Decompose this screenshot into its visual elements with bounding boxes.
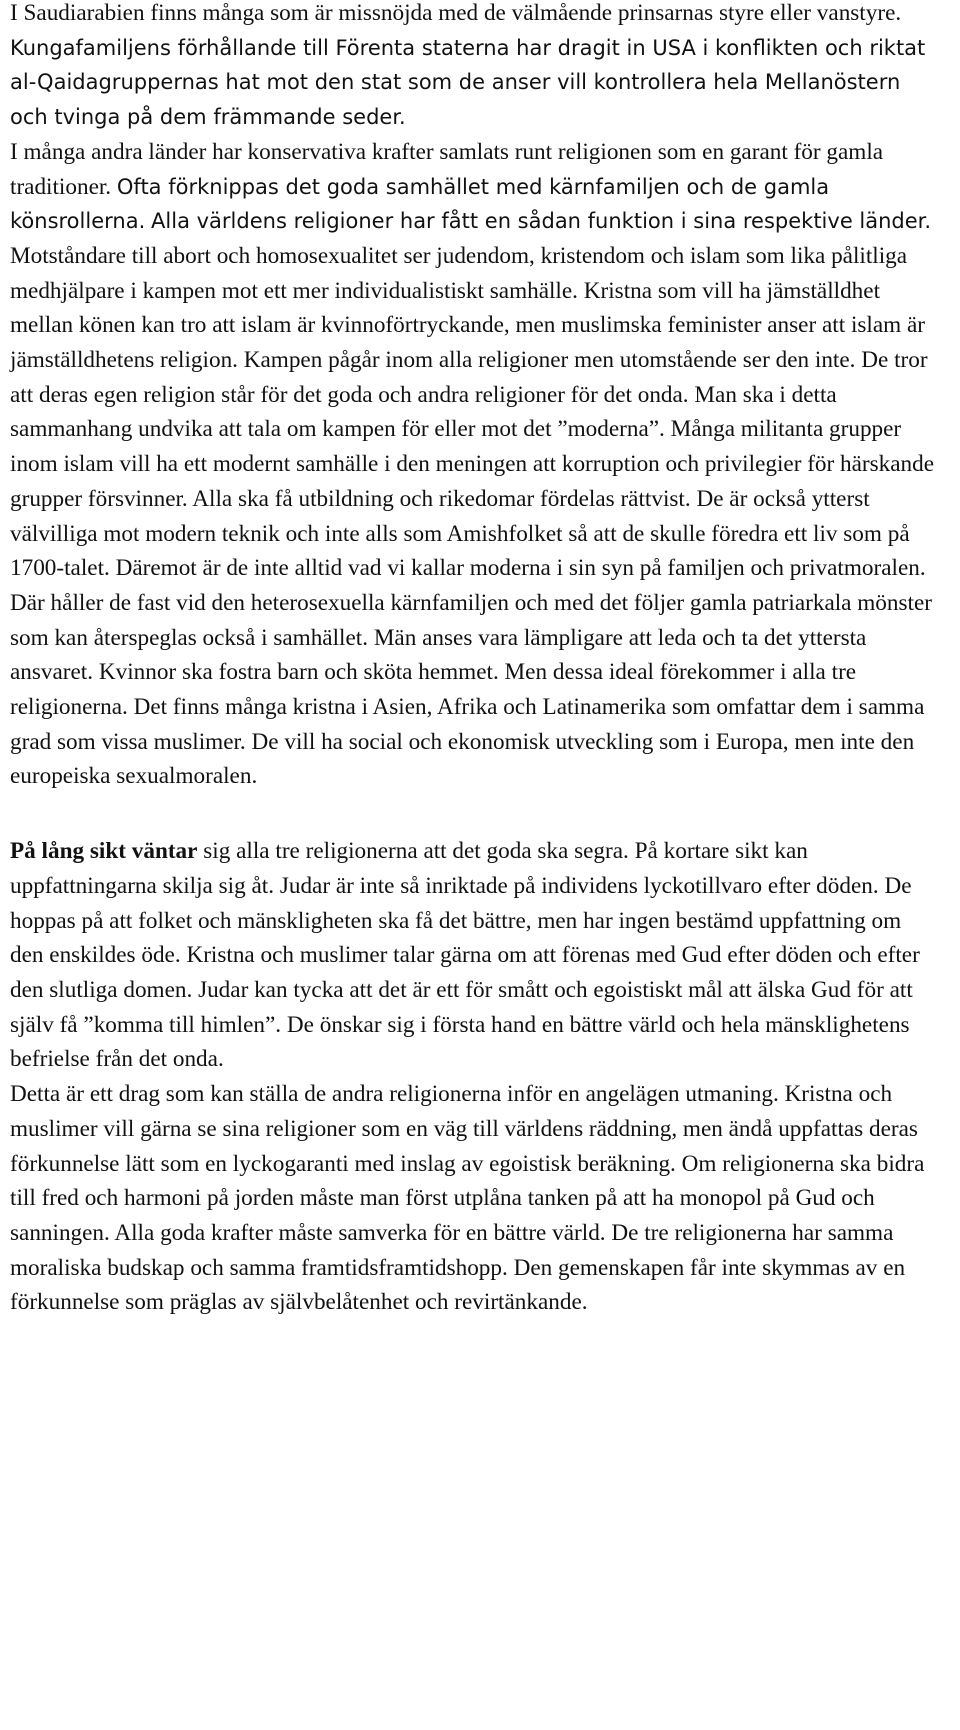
sentence: Kampen pågår inom alla religioner men utomstående ser den inte. <box>243 347 856 374</box>
sentence: Judar kan tycka att det är ett för smått och egoistiskt mål att älska Gud för att själv få ”komma till himlen”. <box>10 976 913 1038</box>
sentence: Kristna som vill ha jämställdhet mellan könen kan tro att islam är kvinnoförtryckande, men muslimska feminister anser att islam är jämställdhetens religion. <box>10 277 926 374</box>
sentence: Motståndare till abort och homosexualitet ser judendom, kristendom och islam som lika pålitliga medhjälpare i kampen mot ett mer individualistiskt samhälle. <box>10 242 908 304</box>
sentence: Detta är ett drag som kan ställa de andra religionerna inför en angelägen utmaning. <box>10 1081 779 1108</box>
sentence: De tror att deras egen religion står för det goda och andra religioner för det onda. <box>10 347 928 408</box>
sentence: De vill ha social och ekonomisk utveckling som i Europa, men inte den europeiska sexualmoralen. <box>10 728 915 790</box>
sentence: Alla goda krafter måste samverka för en bättre värld. <box>114 1219 606 1246</box>
sentence: Om religionerna ska bidra till fred och harmoni på jorden måste man först utplåna tanken på att ha monopol på Gud och sanningen. <box>10 1150 925 1246</box>
sentence: Kristna och muslimer vill gärna se sina religioner som en väg till världens räddning, men ändå uppfattas deras förkunnelse lätt som en lyckogaranti med inslag av egoistisk beräkning. <box>10 1081 918 1177</box>
paragraph-long-term-hope <box>10 834 938 1320</box>
sentence: Där håller de fast vid den heterosexuella kärnfamiljen och med det följer gamla patriarkala mönster som kan återspeglas också i samhället. <box>10 589 932 651</box>
sentence: På kortare sikt kan uppfattningarna skilja sig åt. <box>10 838 808 899</box>
sentence: Män anses vara lämpligare att leda och ta det yttersta ansvaret. <box>10 624 867 686</box>
sentence: Judar är inte så inriktade på individens lyckotillvaro efter döden. <box>279 872 879 899</box>
sentence: sig alla tre religionerna att det goda ska segra. <box>203 838 629 865</box>
sentence: De tre religionerna har samma moraliska budskap och samma framtidsframtidshopp. <box>10 1219 894 1281</box>
sentence: Alla världens religioner har fått en sådan funktion i sina respektive länder. <box>151 209 932 234</box>
sentence: Däremot är de inte alltid vad vi kallar moderna i sin syn på familjen och privatmoralen. <box>115 555 926 582</box>
sentence: I många andra länder har konservativa krafter samlats runt religionen som en garant för gamla traditioner. <box>10 138 884 200</box>
sentence: Den gemenskapen får inte skymmas av en förkunnelse som präglas av självbelåtenhet och revirtänkande. <box>10 1254 906 1316</box>
sentence: Kungafamiljens förhållande till Förenta staterna har dragit in USA i konflikten och riktat al-Qaidagruppernas hat mot den stat som de anser vill kontrollera hela Mellanöstern och tvinga på dem främmande seder. <box>10 35 926 130</box>
sentence: I Saudiarabien finns många som är missnöjda med de välmående prinsarnas styre eller vanstyre. <box>10 0 902 26</box>
sentence: Kvinnor ska fostra barn och sköta hemmet. <box>98 659 499 686</box>
bold-lead-phrase: På lång sikt väntar <box>10 838 198 865</box>
sentence: Alla ska få utbildning och rikedomar fördelas rättvist. <box>192 485 691 512</box>
sentence: De hoppas på att folket och mänskligheten ska få det bättre, men har ingen bestämd uppfattning om den enskildes öde. <box>10 872 912 969</box>
sentence: Ofta förknippas det goda samhället med kärnfamiljen och de gamla könsrollerna. <box>10 174 830 234</box>
sentence: Kristna och muslimer talar gärna om att förenas med Gud efter döden och efter den slutliga domen. <box>10 942 920 1003</box>
sentence: Det finns många kristna i Asien, Afrika och Latinamerika som omfattar dem i samma grad som vissa muslimer. <box>10 694 925 755</box>
sentence: Men dessa ideal förekommer i alla tre religionerna. <box>10 659 857 721</box>
paragraph-saudi-and-religion <box>10 0 938 794</box>
sentence: De är också ytterst välvilliga mot modern teknik och inte alls som Amishfolket så att de skulle föredra ett liv som på 1700-talet. <box>10 485 910 582</box>
sentence: De önskar sig i första hand en bättre värld och hela mänsklighetens befrielse från det onda. <box>10 1011 910 1073</box>
sentence: Man ska i detta sammanhang undvika att tala om kampen för eller mot det ”moderna”. <box>10 381 837 443</box>
sentence: Många militanta grupper inom islam vill ha ett modernt samhälle i den meningen att korruption och privilegier för härskande grupper försvinner. <box>10 416 935 512</box>
